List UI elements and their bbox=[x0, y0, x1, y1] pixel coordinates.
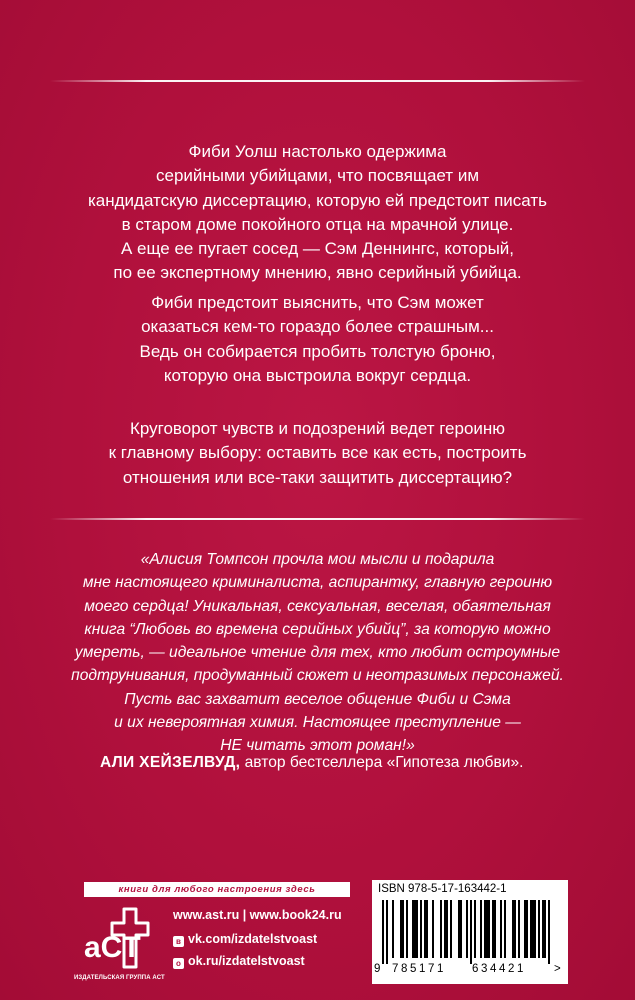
quote-line: умереть, — идеальное чтение для тех, кто любит остроумные bbox=[74, 644, 561, 662]
review-attribution bbox=[100, 752, 610, 774]
quote-line: и их невероятная химия. Настоящее преступление — bbox=[114, 714, 521, 732]
text-line: Фиби предстоит выяснить, что Сэм может bbox=[151, 293, 484, 312]
ok-link[interactable] bbox=[173, 954, 305, 969]
barcode-bar bbox=[518, 900, 520, 958]
barcode-bar bbox=[538, 900, 540, 958]
text-line: кандидатскую диссертацию, которую ей предстоит писать bbox=[87, 190, 547, 210]
barcode-bar bbox=[424, 900, 428, 958]
barcode-bar bbox=[492, 900, 496, 958]
barcode-bar bbox=[450, 900, 452, 958]
quote-line: «Алисия Томпсон прочла мои мысли и подарила bbox=[140, 551, 495, 568]
publisher-logo bbox=[80, 905, 160, 973]
barcode-digit-first: 9 bbox=[374, 963, 381, 975]
barcode-bar bbox=[512, 900, 516, 958]
text-line: которую она выстроила вокруг сердца. bbox=[163, 365, 472, 385]
barcode-bar bbox=[474, 900, 476, 958]
isbn-text: ISBN 978-5-17-163442-1 bbox=[378, 883, 507, 895]
barcode-bar bbox=[406, 900, 408, 958]
barcode-bar bbox=[386, 900, 388, 964]
tagline-banner: книги для любого настроения здесь bbox=[84, 882, 350, 897]
vk-link-text: vk.com/izdatelstvoast bbox=[188, 932, 318, 946]
barcode-bar bbox=[484, 900, 490, 958]
middle-divider bbox=[50, 518, 585, 520]
review-author-note: автор бестселлера «Гипотеза любви». bbox=[244, 754, 524, 771]
barcode-bar bbox=[412, 900, 418, 958]
text-line: серийными убийцами, что посвящает им bbox=[155, 166, 480, 186]
barcode-bar bbox=[504, 900, 506, 958]
barcode-bar bbox=[542, 900, 546, 958]
barcode-bar bbox=[524, 900, 528, 958]
barcode-bar bbox=[432, 900, 434, 958]
publisher-logo-text: aCT bbox=[84, 931, 141, 964]
barcode-bar bbox=[400, 900, 404, 958]
top-divider bbox=[50, 80, 585, 82]
barcode-bar bbox=[420, 900, 422, 958]
barcode-bar bbox=[466, 900, 468, 958]
description-paragraph-3 bbox=[50, 417, 585, 490]
vk-link[interactable] bbox=[173, 932, 317, 947]
vk-icon: в bbox=[173, 936, 184, 947]
ok-icon: о bbox=[173, 958, 184, 969]
text-line: А еще ее пугает сосед — Сэм Деннингс, который, bbox=[120, 239, 515, 259]
barcode-digits-group-1: 785171 bbox=[392, 963, 446, 975]
barcode-bar bbox=[392, 900, 394, 958]
barcode-bar bbox=[458, 900, 462, 958]
quote-line: Пусть вас захватит веселое общение Фиби и Сэма bbox=[124, 690, 511, 708]
review-author: АЛИ ХЕЙЗЕЛВУД, bbox=[100, 754, 241, 771]
text-line: Круговорот чувств и подозрений ведет героиню bbox=[129, 419, 506, 438]
barcode-bar bbox=[444, 900, 448, 958]
text-line: по ее экспертному мнению, явно серийный убийца. bbox=[113, 263, 522, 283]
text-line: Фиби Уолш настолько одержима bbox=[188, 142, 447, 161]
text-line: оказаться кем-то гораздо более страшным... bbox=[141, 317, 494, 337]
barcode-box bbox=[372, 880, 568, 984]
quote-line: книга “Любовь во времена серийных убийц”, за которую можно bbox=[84, 620, 551, 638]
barcode-bar bbox=[548, 900, 550, 964]
barcode-bar bbox=[440, 900, 442, 958]
barcode-image bbox=[382, 900, 552, 964]
quote-line: подтрунивания, продуманный сюжет и неотразимых персонажей. bbox=[71, 667, 564, 685]
review-quote bbox=[40, 548, 595, 758]
barcode-digits-group-2: 634421 bbox=[472, 963, 526, 975]
barcode-bar bbox=[480, 900, 482, 958]
barcode-bar bbox=[470, 900, 472, 964]
description-paragraph-2 bbox=[50, 291, 585, 388]
text-line: в старом доме покойного отца на мрачной улице. bbox=[121, 214, 514, 234]
barcode-bar bbox=[382, 900, 384, 964]
text-line: к главному выбору: оставить все как есть, построить bbox=[108, 443, 527, 463]
barcode-bar bbox=[530, 900, 536, 958]
text-line: отношения или все-таки защитить диссертацию? bbox=[122, 467, 513, 487]
text-line: Ведь он собирается пробить толстую броню, bbox=[139, 341, 496, 361]
quote-line: НЕ читать этот роман!» bbox=[220, 737, 415, 755]
description-paragraph-1 bbox=[50, 140, 585, 286]
barcode-digit-end: > bbox=[554, 963, 561, 975]
quote-line: мне настоящего криминалиста, аспирантку, главную героиню bbox=[82, 574, 553, 592]
quote-line: моего сердца! Уникальная, сексуальная, веселая, обаятельная bbox=[84, 597, 551, 615]
barcode-bar bbox=[500, 900, 502, 958]
ok-link-text: ok.ru/izdatelstvoast bbox=[188, 954, 305, 968]
publisher-caption: ИЗДАТЕЛЬСКАЯ ГРУППА АСТ bbox=[74, 975, 165, 981]
websites-link[interactable]: www.ast.ru | www.book24.ru bbox=[173, 908, 342, 922]
